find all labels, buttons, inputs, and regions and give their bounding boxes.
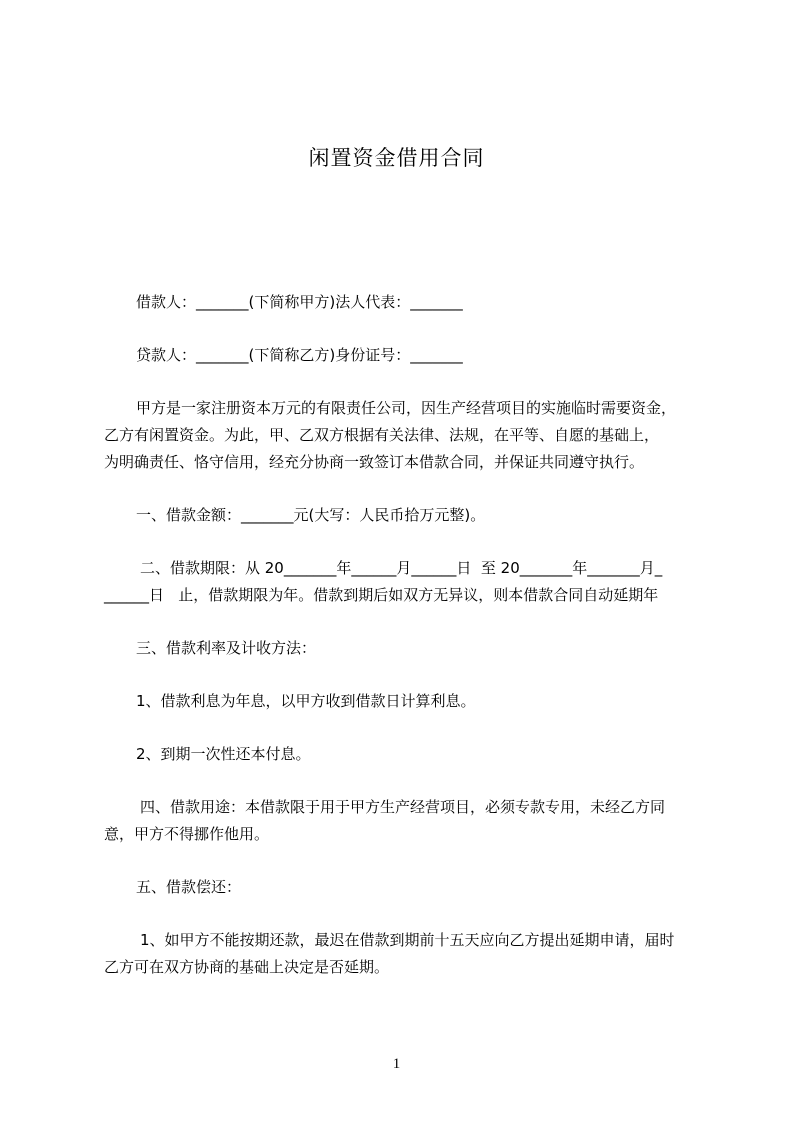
document-title: 闲置资金借用合同 (308, 146, 485, 170)
loan-purpose-clause: 意，甲方不得挪作他用。 (104, 825, 270, 843)
repayment-item: 乙方可在双方协商的基础上决定是否延期。 (104, 958, 390, 976)
intro-paragraph-line: 为明确责任、恪守信用，经充分协商一致签订本借款合同，并保证共同遵守执行。 (104, 453, 645, 471)
repayment-heading: 五、借款偿还： (136, 878, 242, 896)
page-number: 1 (392, 1056, 401, 1072)
intro-paragraph-line: 甲方是一家注册资本万元的有限责任公司，因生产经营项目的实施临时需要资金， (136, 399, 677, 417)
loan-term-clause: ______日 止，借款期限为年。借款到期后如双方无异议，则本借款合同自动延期年 (104, 586, 659, 604)
interest-rate-item: 2、到期一次性还本付息。 (136, 745, 311, 763)
lender-line: 贷款人：_______(下简称乙方)身份证号：_______ (136, 346, 463, 364)
borrower-line: 借款人：_______(下简称甲方)法人代表：_______ (136, 293, 463, 311)
interest-rate-item: 1、借款利息为年息，以甲方收到借款日计算利息。 (136, 692, 476, 710)
loan-amount-clause: 一、借款金额：_______元(大写：人民币拾万元整)。 (136, 506, 486, 524)
loan-purpose-clause: 四、借款用途：本借款限于用于甲方生产经营项目，必须专款专用，未经乙方同 (140, 798, 666, 816)
repayment-item: 1、如甲方不能按期还款，最迟在借款到期前十五天应向乙方提出延期申请，届时 (140, 931, 675, 949)
loan-term-clause: 二、借款期限：从 20_______年______月______日 至 20_______年_______月_ (140, 559, 663, 577)
interest-rate-heading: 三、借款利率及计收方法： (136, 639, 317, 657)
intro-paragraph-line: 乙方有闲置资金。为此，甲、乙双方根据有关法律、法规，在平等、自愿的基础上， (104, 426, 660, 444)
